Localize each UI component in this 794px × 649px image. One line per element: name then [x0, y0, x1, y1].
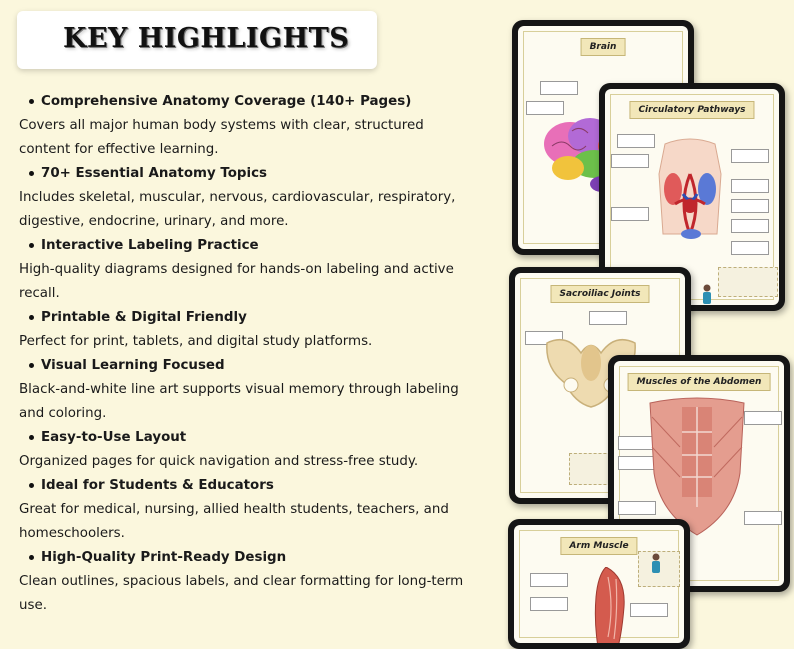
label-box [731, 219, 769, 233]
highlight-desc-line: Clean outlines, spacious labels, and clear formatting for long-term [19, 574, 464, 589]
label-box [530, 573, 568, 587]
highlight-desc-line: homeschoolers. [19, 526, 125, 541]
label-box [530, 597, 568, 611]
title-card [17, 11, 377, 69]
highlight-desc-line: Organized pages for quick navigation and stress-free study. [19, 454, 419, 469]
highlight-desc-line: Great for medical, nursing, allied health students, teachers, and [19, 502, 449, 517]
label-box [731, 179, 769, 193]
highlights-list [19, 90, 489, 618]
label-box [611, 154, 649, 168]
worksheet-title-sacroiliac: Sacroiliac Joints [551, 285, 650, 303]
highlight-title: Easy-to-Use Layout [19, 426, 489, 450]
page-title: KEY HIGHLIGHTS [63, 23, 350, 54]
label-box [731, 241, 769, 255]
highlight-item [19, 474, 489, 546]
highlight-desc-line: High-quality diagrams designed for hands-on labeling and active [19, 262, 454, 277]
worksheet-title-arm: Arm Muscle [560, 537, 637, 555]
highlight-desc-line: use. [19, 598, 47, 613]
person-icon [701, 284, 713, 304]
highlight-title: Comprehensive Anatomy Coverage (140+ Pages) [19, 90, 489, 114]
highlight-title: High-Quality Print-Ready Design [19, 546, 489, 570]
tablet-screen [514, 525, 684, 643]
label-box [630, 603, 668, 617]
highlight-item [19, 90, 489, 162]
highlight-title: Printable & Digital Friendly [19, 306, 489, 330]
highlight-desc-line: Covers all major human body systems with clear, structured [19, 118, 424, 133]
highlight-desc-line: Perfect for print, tablets, and digital study platforms. [19, 334, 373, 349]
highlight-title: Visual Learning Focused [19, 354, 489, 378]
label-box [731, 149, 769, 163]
highlight-item [19, 546, 489, 618]
abdomen-muscles-illustration [642, 397, 752, 537]
circulatory-illustration [645, 134, 735, 249]
label-box [611, 207, 649, 221]
highlight-title: Interactive Labeling Practice [19, 234, 489, 258]
label-box [540, 81, 578, 95]
highlight-item [19, 354, 489, 426]
callout-note [718, 267, 778, 297]
highlight-title: 70+ Essential Anatomy Topics [19, 162, 489, 186]
worksheet-title-circulatory: Circulatory Pathways [629, 101, 754, 119]
worksheet-title-abdomen: Muscles of the Abdomen [628, 373, 771, 391]
tablet-arm [508, 519, 690, 649]
highlight-desc-line: Black-and-white line art supports visual memory through labeling [19, 382, 459, 397]
highlight-desc-line: recall. [19, 286, 60, 301]
highlight-desc-line: and coloring. [19, 406, 107, 421]
highlight-item [19, 234, 489, 306]
label-box [589, 311, 627, 325]
highlight-item [19, 162, 489, 234]
highlight-desc-line: content for effective learning. [19, 142, 219, 157]
highlight-item [19, 306, 489, 354]
highlight-title: Ideal for Students & Educators [19, 474, 489, 498]
worksheet-title-brain: Brain [581, 38, 626, 56]
person-icon [650, 553, 662, 573]
highlight-desc-line: Includes skeletal, muscular, nervous, cardiovascular, respiratory, [19, 190, 456, 205]
label-box [731, 199, 769, 213]
highlight-item [19, 426, 489, 474]
highlight-desc-line: digestive, endocrine, urinary, and more. [19, 214, 289, 229]
arm-muscle-illustration [592, 567, 632, 643]
